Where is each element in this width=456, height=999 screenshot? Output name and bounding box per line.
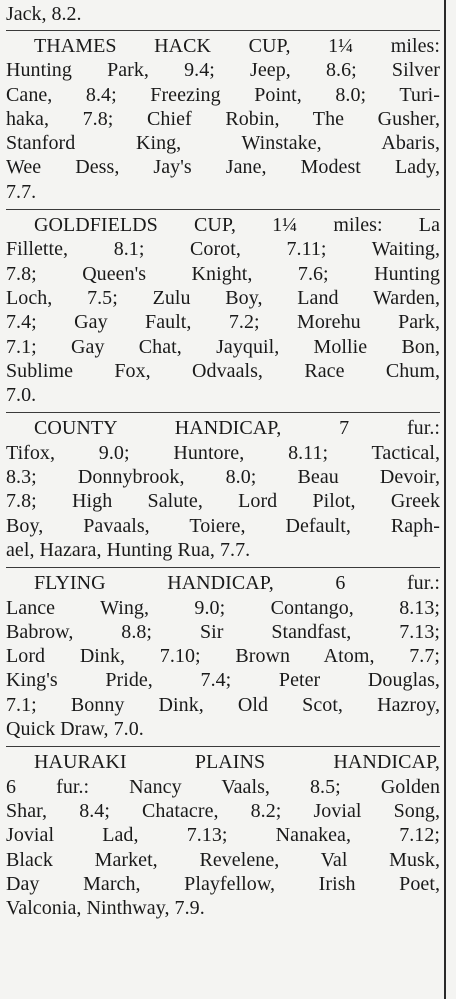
- entry-line: Sublime Fox, Odvaals, Race Chum,: [6, 359, 440, 382]
- lead-line: Jack, 8.2.: [6, 3, 82, 25]
- entry-line: 7.8; Queen's Knight, 7.6; Hunting: [6, 262, 440, 285]
- entry-line: Boy, Pavaals, Toiere, Default, Raph-: [6, 514, 440, 537]
- entry-line: FLYING HANDICAP, 6 fur.:: [34, 572, 440, 595]
- entry-line: Shar, 8.4; Chatacre, 8.2; Jovial Song,: [6, 799, 440, 822]
- entry-line: HAURAKI PLAINS HANDICAP,: [34, 751, 440, 774]
- entry-line: Wee Dess, Jay's Jane, Modest Lady,: [6, 156, 440, 179]
- entry-line: GOLDFIELDS CUP, 1¼ miles: La: [34, 214, 440, 237]
- race-entry-county-handicap: [6, 412, 440, 567]
- entry-line: 7.0.: [6, 384, 37, 407]
- entry-line: Lord Dink, 7.10; Brown Atom, 7.7;: [6, 645, 440, 668]
- entry-line: Quick Draw, 7.0.: [6, 718, 144, 741]
- entry-line: Day March, Playfellow, Irish Poet,: [6, 872, 440, 895]
- entry-line: 6 fur.: Nancy Vaals, 8.5; Golden: [6, 775, 440, 798]
- entry-line: 7.4; Gay Fault, 7.2; Morehu Park,: [6, 311, 440, 334]
- entry-line: 7.7.: [6, 180, 37, 203]
- entry-line: Hunting Park, 9.4; Jeep, 8.6; Silver: [6, 59, 440, 82]
- entry-line: ael, Hazara, Hunting Rua, 7.7.: [6, 538, 251, 561]
- entry-line: Fillette, 8.1; Corot, 7.11; Waiting,: [6, 238, 440, 261]
- entry-line: THAMES HACK CUP, 1¼ miles:: [34, 35, 440, 57]
- race-entry-goldfields-cup: [6, 209, 440, 412]
- entry-line: Lance Wing, 9.0; Contango, 8.13;: [6, 596, 440, 619]
- entry-line: Jovial Lad, 7.13; Nanakea, 7.12;: [6, 824, 440, 847]
- entry-line: Tifox, 9.0; Huntore, 8.11; Tactical,: [6, 441, 440, 464]
- entry-line: Valconia, Ninthway, 7.9.: [6, 897, 205, 920]
- entry-line: COUNTY HANDICAP, 7 fur.:: [34, 417, 440, 440]
- entry-line: Loch, 7.5; Zulu Boy, Land Warden,: [6, 286, 440, 309]
- race-entry-hauraki-plains-handicap: [6, 746, 440, 925]
- entry-line: 7.1; Bonny Dink, Old Scot, Hazroy,: [6, 693, 440, 716]
- race-entry-flying-handicap: [6, 567, 440, 746]
- entry-line: haka, 7.8; Chief Robin, The Gusher,: [6, 107, 440, 130]
- entry-line: 8.3; Donnybrook, 8.0; Beau Devoir,: [6, 466, 440, 489]
- entry-line: 7.8; High Salute, Lord Pilot, Greek: [6, 490, 440, 513]
- entry-line: Babrow, 8.8; Sir Standfast, 7.13;: [6, 620, 440, 643]
- entry-line: King's Pride, 7.4; Peter Douglas,: [6, 669, 440, 692]
- race-entry-thames-hack-cup: [6, 30, 440, 209]
- entry-line: Stanford King, Winstake, Abaris,: [6, 132, 440, 155]
- entry-line: Black Market, Revelene, Val Musk,: [6, 848, 440, 871]
- entry-line: Cane, 8.4; Freezing Point, 8.0; Turi-: [6, 83, 440, 106]
- entry-line: 7.1; Gay Chat, Jayquil, Mollie Bon,: [6, 335, 440, 358]
